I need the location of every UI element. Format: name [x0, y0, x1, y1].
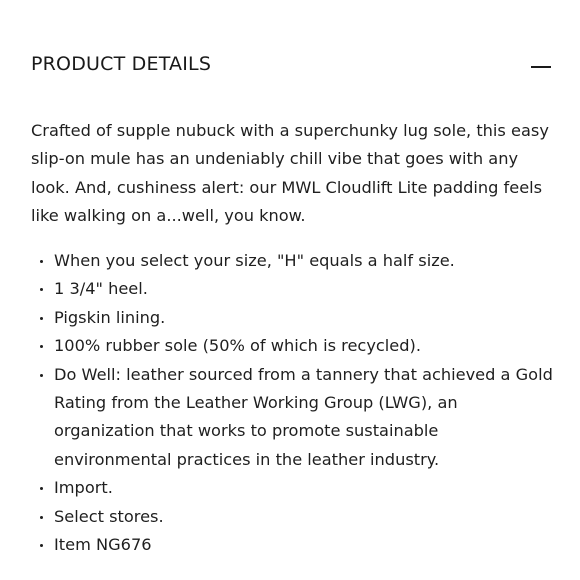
list-item [31, 361, 553, 475]
product-description: Crafted of supple nubuck with a superchunky lug sole, this easy slip-on mule has an undeniably chill vibe that goes with any look. And, cushiness alert: our MWL Cloudlift Lite padding feels like walking on a...well, you know. [31, 121, 549, 226]
section-title: PRODUCT DETAILS [31, 53, 212, 75]
list-item [31, 503, 553, 531]
list-item [31, 247, 553, 275]
feature-text: Pigskin lining. [54, 307, 166, 327]
feature-text: 100% rubber sole (50% of which is recycled). [54, 336, 421, 356]
list-item [31, 275, 553, 303]
bullet-icon [40, 487, 43, 490]
bullet-icon [40, 317, 43, 320]
list-item [31, 531, 553, 559]
list-item [31, 474, 553, 502]
collapse-toggle-button[interactable] [529, 54, 553, 78]
bullet-icon [40, 516, 43, 519]
feature-text: Select stores. [54, 506, 164, 526]
feature-text: Import. [54, 478, 113, 498]
feature-text: 1 3/4" heel. [54, 279, 148, 299]
bullet-icon [40, 260, 43, 263]
bullet-icon [40, 374, 43, 377]
bullet-icon [40, 345, 43, 348]
feature-text: Item NG676 [54, 535, 152, 555]
bullet-icon [40, 544, 43, 547]
product-details-header[interactable] [31, 50, 553, 82]
feature-text: When you select your size, "H" equals a half size. [54, 251, 455, 270]
bullet-icon [40, 288, 43, 291]
minus-icon [531, 66, 551, 68]
feature-list [31, 247, 553, 559]
list-item [31, 304, 553, 332]
list-item [31, 332, 553, 360]
feature-text: Do Well: leather sourced from a tannery that achieved a Gold Rating from the Leather Working Group (LWG), an organization that works to promote sustainable environmental practices in the leather industry. [54, 364, 553, 469]
